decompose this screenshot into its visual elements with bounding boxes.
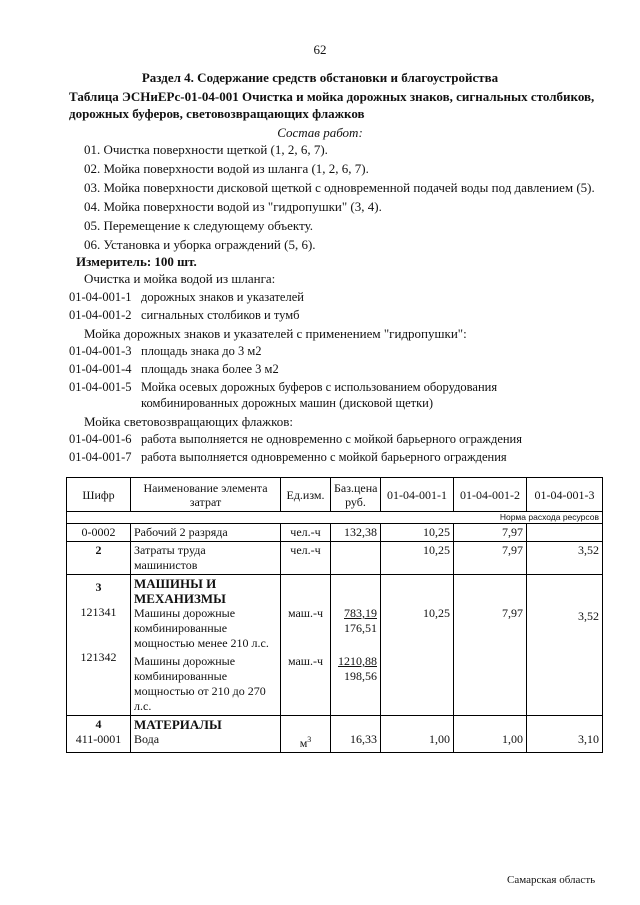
table-header-row (67, 478, 603, 512)
unit-value (284, 732, 327, 751)
cell-unit: чел.-ч (281, 524, 331, 542)
header-col2: 01-04-001-2 (454, 478, 527, 512)
header-code: Шифр (67, 478, 131, 512)
work-item: 02. Мойка поверхности водой из шланга (1, 2, 6, 7). (84, 161, 369, 176)
item-desc: площадь знака более 3 м2 (141, 362, 279, 376)
name-line: л.с. (134, 699, 152, 713)
value: 3,52 (578, 609, 599, 623)
name-line: комбинированные (134, 621, 228, 635)
value: 7,97 (502, 606, 523, 620)
work-item: 06. Установка и уборка ограждений (5, 6). (84, 237, 316, 252)
cell-v2 (454, 716, 527, 753)
item-desc: сигнальных столбиков и тумб (141, 308, 300, 322)
cell-name (131, 575, 281, 716)
item-desc: дорожных знаков и указателей (141, 290, 304, 304)
meter-label: Измеритель: 100 шт. (76, 254, 197, 269)
cell-v1: 10,25 (381, 542, 454, 575)
footer-region: Самарская область (507, 874, 596, 886)
cell-price (331, 716, 381, 753)
table-row (67, 575, 603, 716)
cell-v2 (454, 575, 527, 716)
value: 3,10 (578, 732, 599, 746)
material-code: 411-0001 (75, 732, 122, 746)
work-item: 01. Очистка поверхности щеткой (1, 2, 6, 7). (84, 142, 328, 157)
unit-base: м (299, 736, 308, 750)
header-col3: 01-04-001-3 (527, 478, 603, 512)
price-main (334, 606, 377, 621)
machine-code: 121342 (80, 650, 117, 664)
header-name: Наименование элемента затрат (131, 478, 281, 512)
cell-v3 (527, 575, 603, 716)
group-name: МЕХАНИЗМЫ (134, 591, 226, 606)
section-title: Раздел 4. Содержание средств обстановки и благоустройства (141, 70, 499, 85)
cell-name (131, 716, 281, 753)
cell-code: 2 (67, 542, 131, 575)
group-heading: Мойка световозвращающих флажков: (84, 414, 293, 429)
price-secondary: 176,51 (344, 621, 377, 635)
cell-unit (281, 716, 331, 753)
table-row (67, 524, 603, 542)
cell-code (67, 575, 131, 716)
cell-code: 0-0002 (67, 524, 131, 542)
name-line: машинистов (134, 558, 198, 572)
cell-code (67, 716, 131, 753)
table-row (67, 716, 603, 753)
price-underlined: 1210,88 (338, 654, 377, 668)
item-desc-cont: комбинированных дорожных машин (дисковой щетки) (141, 396, 434, 410)
item-code: 01-04-001-1 (69, 290, 132, 304)
price-main (334, 654, 377, 669)
norm-label: Норма расхода ресурсов (67, 512, 603, 524)
cell-name (131, 542, 281, 575)
table-title-line2: дорожных буферов, световозвращающих флажков (69, 106, 365, 121)
cell-unit: чел.-ч (281, 542, 331, 575)
cell-v1 (381, 716, 454, 753)
name-line: мощностью от 210 до 270 (134, 684, 266, 698)
item-desc: Мойка осевых дорожных буферов с использованием оборудования (141, 380, 498, 394)
group-name: МАШИНЫ И (134, 576, 217, 591)
header-unit: Ед.изм. (281, 478, 331, 512)
work-item: 05. Перемещение к следующему объекту. (84, 218, 314, 233)
machine-code: 121341 (80, 605, 117, 619)
item-code: 01-04-001-3 (69, 344, 132, 358)
table-title-line1: Таблица ЭСНиЕРс-01-04-001 Очистка и мойка дорожных знаков, сигнальных столбиков, (69, 89, 595, 104)
material-name: Вода (134, 732, 160, 746)
item-desc: площадь знака до 3 м2 (141, 344, 262, 358)
cell-v3 (527, 716, 603, 753)
cell-price: 132,38 (331, 524, 381, 542)
work-item: 03. Мойка поверхности дисковой щеткой с одновременной подачей воды под давлением (5). (84, 180, 595, 195)
cell-v1: 10,25 (381, 524, 454, 542)
composition-label: Состав работ: (277, 125, 363, 140)
cell-unit (281, 575, 331, 716)
item-code: 01-04-001-4 (69, 362, 132, 376)
header-col1: 01-04-001-1 (381, 478, 454, 512)
name-line: Затраты труда (134, 543, 206, 557)
table-row (67, 542, 603, 575)
unit-value: маш.-ч (287, 654, 324, 668)
cell-name: Рабочий 2 разряда (131, 524, 281, 542)
resource-table (66, 477, 603, 753)
value: 1,00 (429, 732, 450, 746)
item-code: 01-04-001-6 (69, 432, 132, 446)
cell-v1 (381, 575, 454, 716)
item-code: 01-04-001-5 (69, 380, 132, 394)
group-heading: Мойка дорожных знаков и указателей с применением "гидропушки": (84, 326, 467, 341)
cell-v2: 7,97 (454, 542, 527, 575)
item-code: 01-04-001-2 (69, 308, 132, 322)
cell-v2: 7,97 (454, 524, 527, 542)
group-name: МАТЕРИАЛЫ (134, 717, 222, 732)
norm-row (67, 512, 603, 524)
header-price: Баз.цена руб. (331, 478, 381, 512)
group-code: 3 (95, 580, 102, 594)
page-number: 62 (313, 42, 327, 57)
item-desc: работа выполняется не одновременно с мойкой барьерного ограждения (141, 432, 522, 446)
cell-price (331, 542, 381, 575)
name-line: мощностью менее 210 л.с. (134, 636, 269, 650)
price-secondary: 198,56 (344, 669, 377, 683)
name-line: Машины дорожные (134, 606, 236, 620)
name-line: Машины дорожные (134, 654, 236, 668)
work-item: 04. Мойка поверхности водой из "гидропушки" (3, 4). (84, 199, 382, 214)
price-underlined: 783,19 (344, 606, 377, 620)
item-code: 01-04-001-7 (69, 450, 132, 464)
name-line: комбинированные (134, 669, 228, 683)
cell-price (331, 575, 381, 716)
cell-v3: 3,52 (527, 542, 603, 575)
value: 16,33 (350, 732, 377, 746)
unit-value: маш.-ч (287, 606, 324, 620)
unit-superscript: 3 (307, 735, 312, 744)
value: 10,25 (423, 606, 450, 620)
group-code: 4 (95, 717, 102, 731)
cell-v3 (527, 524, 603, 542)
group-heading: Очистка и мойка водой из шланга: (84, 271, 276, 286)
item-desc: работа выполняется одновременно с мойкой барьерного ограждения (141, 450, 507, 464)
value: 1,00 (502, 732, 523, 746)
